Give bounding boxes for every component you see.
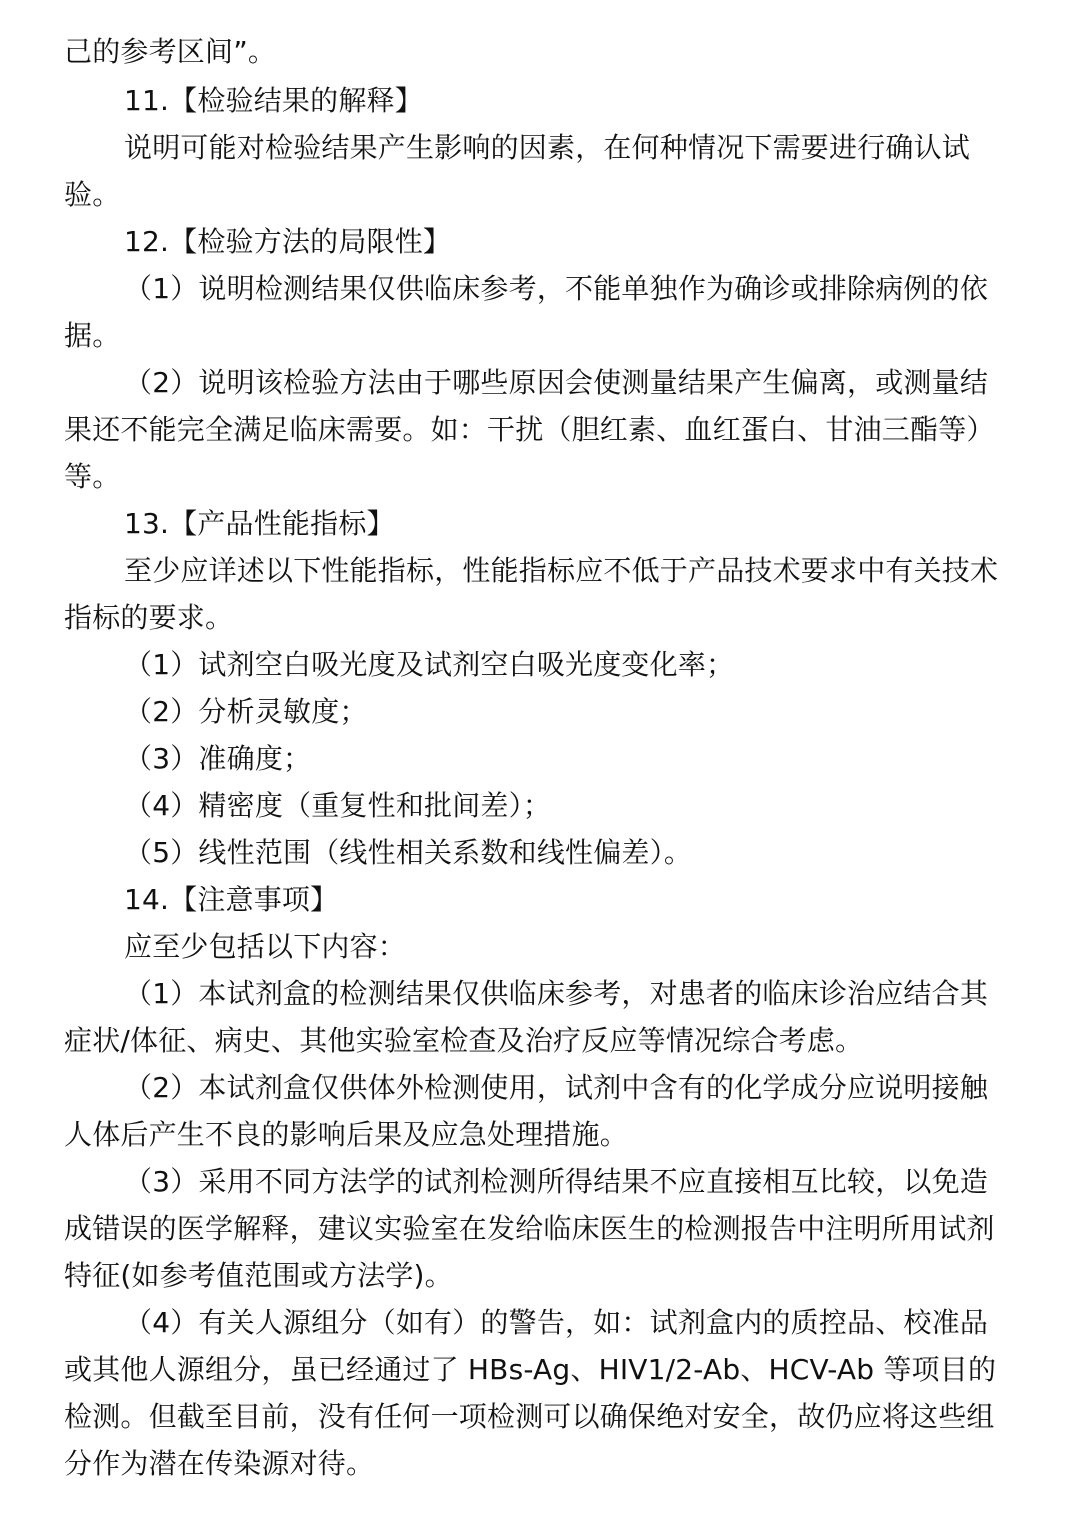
text-line-20: 应至少包括以下内容： — [124, 930, 407, 963]
list-item-14-3: （3）采用不同方法学的试剂检测所得结果不应直接相互比较，以免造 — [124, 1165, 989, 1198]
text-line-10: 等。 — [64, 460, 121, 493]
text-line-13: 指标的要求。 — [64, 601, 234, 634]
text-line-29: 或其他人源组分，虽已经通过了 HBs-Ag、HIV1/2-Ab、HCV-Ab 等项目的 — [64, 1353, 997, 1386]
text-line-4: 验。 — [64, 178, 121, 211]
section-heading-14: 14.【注意事项】 — [124, 883, 339, 916]
section-heading-11: 11.【检验结果的解释】 — [124, 84, 423, 117]
text-line-27: 特征(如参考值范围或方法学)。 — [64, 1259, 453, 1292]
section-heading-12: 12.【检验方法的局限性】 — [124, 225, 452, 258]
text-line-1: 己的参考区间”。 — [64, 35, 277, 68]
text-line-31: 分作为潜在传染源对待。 — [64, 1447, 375, 1480]
text-line-6: （1）说明检测结果仅供临床参考，不能单独作为确诊或排除病例的依 — [124, 272, 989, 305]
text-line-9: 果还不能完全满足临床需要。如：干扰（胆红素、血红蛋白、甘油三酯等） — [64, 413, 995, 446]
list-item-14-4: （4）有关人源组分（如有）的警告，如：试剂盒内的质控品、校准品 — [124, 1306, 989, 1339]
text-line-8: （2）说明该检验方法由于哪些原因会使测量结果产生偏离，或测量结 — [124, 366, 989, 399]
section-heading-13: 13.【产品性能指标】 — [124, 507, 395, 540]
list-item-14-1: （1）本试剂盒的检测结果仅供临床参考，对患者的临床诊治应结合其 — [124, 977, 989, 1010]
text-line-30: 检测。但截至目前，没有任何一项检测可以确保绝对安全，故仍应将这些组 — [64, 1400, 995, 1433]
list-item-13-3: （3）准确度； — [124, 742, 312, 775]
text-line-24: 人体后产生不良的影响后果及应急处理措施。 — [64, 1118, 629, 1151]
text-line-12: 至少应详述以下性能指标，性能指标应不低于产品技术要求中有关技术 — [124, 554, 999, 587]
list-item-13-2: （2）分析灵敏度； — [124, 695, 368, 728]
list-item-13-4: （4）精密度（重复性和批间差）； — [124, 789, 552, 822]
text-line-22: 症状/体征、病史、其他实验室检查及治疗反应等情况综合考虑。 — [64, 1024, 864, 1057]
list-item-14-2: （2）本试剂盒仅供体外检测使用，试剂中含有的化学成分应说明接触 — [124, 1071, 989, 1104]
list-item-13-1: （1）试剂空白吸光度及试剂空白吸光度变化率； — [124, 648, 735, 681]
text-line-7: 据。 — [64, 319, 121, 352]
list-item-13-5: （5）线性范围（线性相关系数和线性偏差）。 — [124, 836, 693, 869]
text-line-3: 说明可能对检验结果产生影响的因素，在何种情况下需要进行确认试 — [124, 131, 971, 164]
text-line-26: 成错误的医学解释，建议实验室在发给临床医生的检测报告中注明所用试剂 — [64, 1212, 995, 1245]
